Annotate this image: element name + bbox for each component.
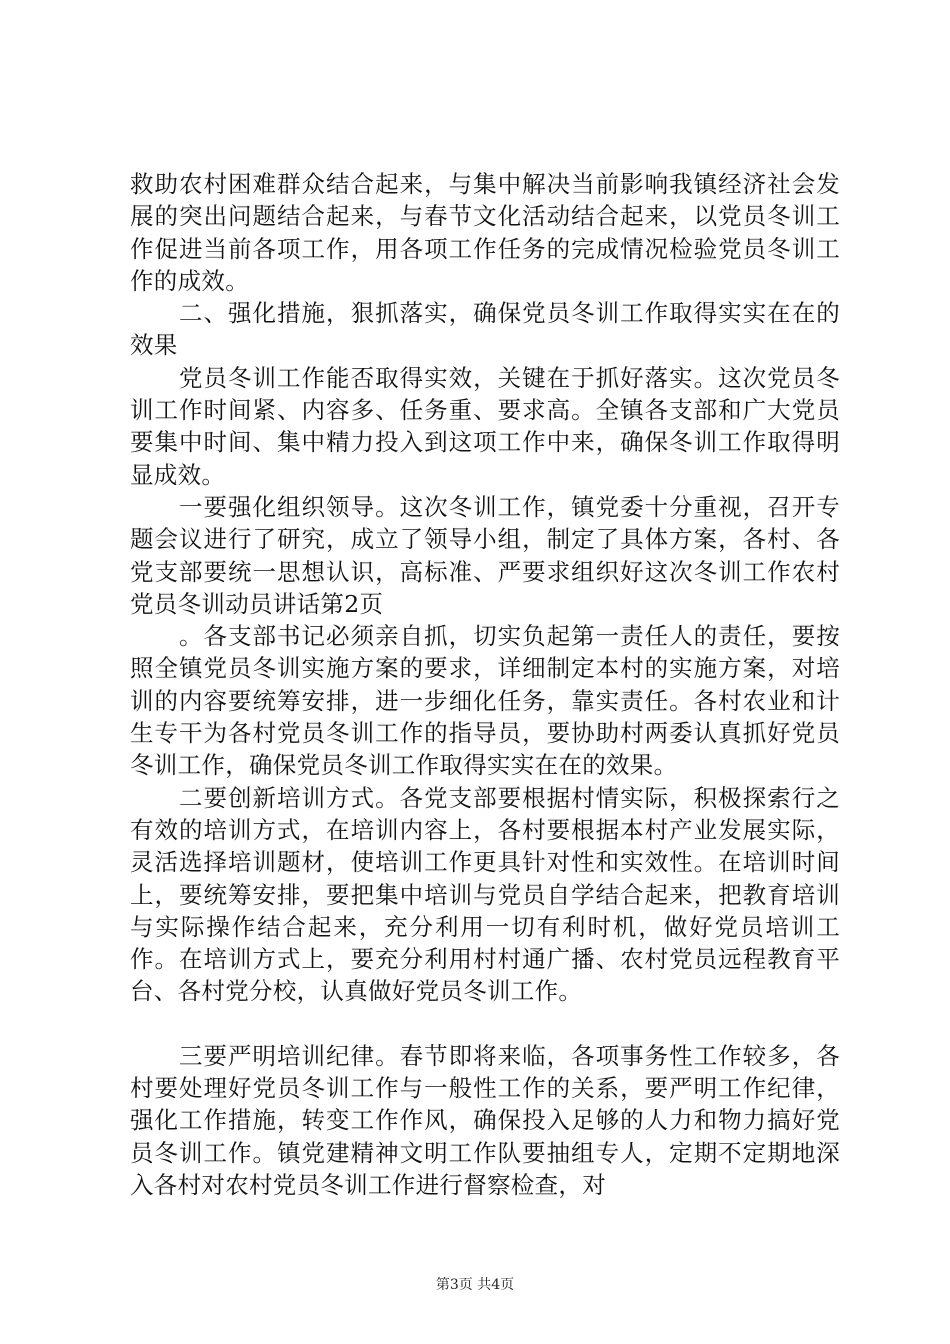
paragraph: 二要创新培训方式。各党支部要根据村情实际，积极探索行之有效的培训方式，在培训内容上，各村要根据本村产业发展实际，灵活选择培训题材，使培训工作更具针对性和实效性。在培训时间上，要统筹安排，要把集中培训与党员自学结合起来，把教育培训与实际操作结合起来，充分利用一切有利时机，做好党员培训工作。在培训方式上，要充分利用村村通广播、农村党员远程教育平台、各村党分校，认真做好党员冬训工作。 [130,783,840,1006]
document-body [130,168,840,1201]
page-footer: 第3页 共4页 [435,1277,515,1293]
paragraph: 三要严明培训纪律。春节即将来临，各项事务性工作较多，各村要处理好党员冬训工作与一般性工作的关系，要严明工作纪律，强化工作措施，转变工作作风，确保投入足够的人力和物力搞好党员冬训工作。镇党建精神文明工作队要抽组专人，定期不定期地深入各村对农村党员冬训工作进行督察检查，对 [130,1041,840,1199]
paragraph-continuation: 救助农村困难群众结合起来，与集中解决当前影响我镇经济社会发展的突出问题结合起来，与春节文化活动结合起来，以党员冬训工作促进当前各项工作，用各项工作任务的完成情况检验党员冬训工作的成效。 [130,170,840,295]
paragraph: 党员冬训工作能否取得实效，关键在于抓好落实。这次党员冬训工作时间紧、内容多、任务重、要求高。全镇各支部和广大党员要集中时间、集中精力投入到这项工作中来，确保冬训工作取得明显成效。 [130,363,840,489]
paragraph: 。各支部书记必须亲自抓，切实负起第一责任人的责任，要按照全镇党员冬训实施方案的要求，详细制定本村的实施方案，对培训的内容要统筹安排，进一步细化任务，靠实责任。各村农业和计生专干为各村党员冬训工作的指导员，要协助村两委认真抓好党员冬训工作，确保党员冬训工作取得实实在在的效果。 [130,622,840,780]
section-heading: 二、强化措施，狠抓落实，确保党员冬训工作取得实实在在的效果 [130,299,840,360]
paragraph: 一要强化组织领导。这次冬训工作，镇党委十分重视，召开专题会议进行了研究，成立了领导小组，制定了具体方案，各村、各党支部要统一思想认识，高标准、严要求组织好这次冬训工作农村党员冬训动员讲话第2页 [130,492,840,618]
